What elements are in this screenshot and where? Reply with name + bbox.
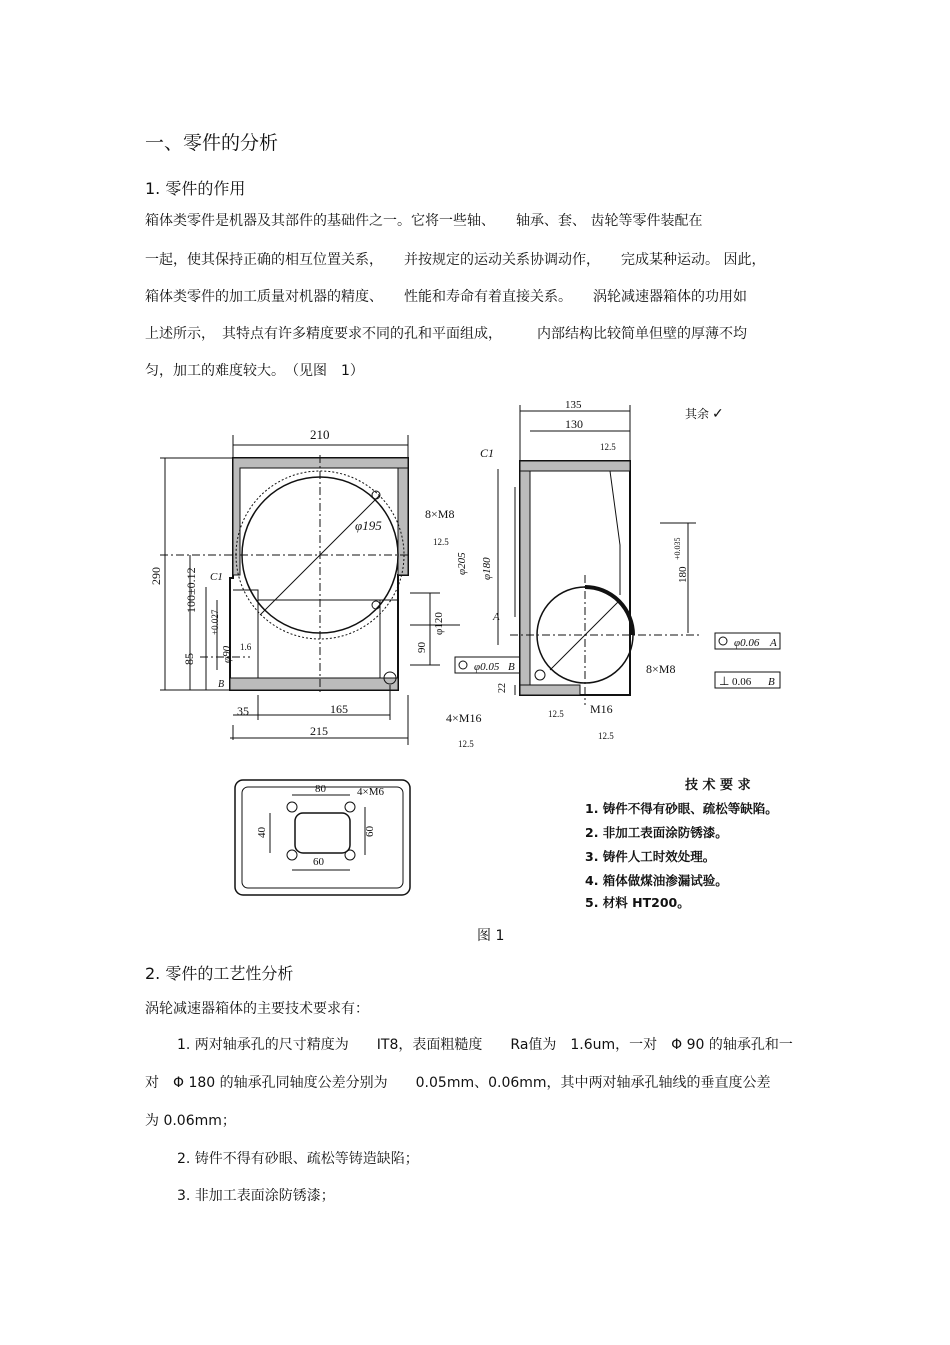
coaxiality-frame-a — [715, 633, 780, 649]
dim-180: 180 — [677, 566, 689, 583]
tech-req-item: 2. 非加工表面涂防锈漆。 — [585, 825, 728, 840]
thread-m16: M16 — [590, 702, 613, 716]
svg-text:B: B — [508, 661, 515, 673]
flange-dim-40: 40 — [256, 827, 268, 838]
paragraph-line: 箱体类零件的加工质量对机器的精度、 性能和寿命有着直接关系。 涡轮减速器箱体的功用如 — [145, 289, 747, 305]
paragraph-line: 上述所示， 其特点有许多精度要求不同的孔和平面组成， 内部结构比较简单但壁的厚薄不均 — [145, 326, 747, 342]
chamfer-c1-right: C1 — [480, 446, 495, 460]
dim-85: 85 — [182, 653, 196, 665]
dim-phi90: φ90 — [221, 645, 233, 663]
tech-req-title: 技 术 要 求 — [685, 778, 751, 793]
dim-165: 165 — [330, 702, 348, 716]
subsection-heading-process: 2. 零件的工艺性分析 — [145, 964, 294, 983]
tech-req-item: 1. 铸件不得有砂眼、疏松等缺陷。 — [585, 801, 778, 816]
engineering-drawing — [140, 395, 810, 910]
svg-text:B: B — [768, 676, 775, 688]
tech-req-item: 3. 铸件人工时效处理。 — [585, 849, 716, 864]
svg-text:⊥: ⊥ — [719, 674, 730, 688]
requirement-line: 1. 两对轴承孔的尺寸精度为 IT8，表面粗糙度 Ra值为 1.6um，一对 Φ 90 的轴承孔和一 — [177, 1037, 793, 1053]
tol-180: +0.035 — [673, 537, 682, 560]
chamfer-c1-left: C1 — [210, 571, 223, 583]
coaxiality-frame-b — [455, 657, 520, 673]
dim-35: 35 — [237, 704, 249, 718]
svg-text:A: A — [770, 637, 777, 649]
roughness-16: 1.6 — [240, 642, 252, 652]
figure-caption: 图 1 — [477, 928, 505, 944]
dim-phi205: φ205 — [456, 552, 468, 575]
tech-req-item: 4. 箱体做煤油渗漏试验。 — [585, 873, 728, 888]
tech-req-item: 5. 材料 HT200。 — [585, 895, 690, 910]
roughness: 12.5 — [600, 442, 616, 452]
thread-8xm8-left: 8×M8 — [425, 507, 455, 521]
roughness: 12.5 — [458, 739, 474, 749]
paragraph-line: 匀，加工的难度较大。 （见图 1） — [145, 363, 364, 379]
tol-90: +0.027 — [210, 609, 220, 635]
dim-100: 100±0.12 — [184, 567, 198, 613]
thread-8xm8-right: 8×M8 — [646, 662, 676, 676]
dim-135: 135 — [565, 399, 582, 411]
dim-215: 215 — [310, 724, 328, 738]
dim-90: 90 — [416, 642, 428, 653]
subsection-heading-function: 1. 零件的作用 — [145, 179, 246, 198]
thread-4xm16: 4×M16 — [446, 711, 482, 725]
paragraph-line: 一起，使其保持正确的相互位置关系， 并按规定的运动关系协调动作， 完成某种运动。 因此， — [145, 252, 766, 268]
svg-text:φ0.06: φ0.06 — [734, 637, 760, 649]
roughness: 12.5 — [598, 731, 614, 741]
paragraph-line: 箱体类零件是机器及其部件的基础件之一。它将一些轴、 轴承、套、 齿轮等零件装配在 — [145, 213, 703, 229]
svg-text:0.06: 0.06 — [732, 676, 752, 688]
dim-130: 130 — [565, 417, 583, 431]
perpendicularity-frame — [715, 672, 780, 688]
dim-phi195: φ195 — [355, 518, 382, 533]
flange-dim-60-vertical: 60 — [364, 826, 376, 837]
dim-phi120: φ120 — [433, 612, 445, 635]
requirement-line: 为 0.06mm； — [145, 1113, 236, 1129]
requirement-line: 对 Φ 180 的轴承孔同轴度公差分别为 0.05mm、0.06mm，其中两对轴承孔轴线的垂直度公差 — [145, 1075, 771, 1091]
dim-210: 210 — [310, 427, 330, 442]
dim-22: 22 — [497, 683, 508, 693]
flange-dim-80: 80 — [315, 783, 326, 795]
svg-text:φ0.05: φ0.05 — [474, 661, 500, 673]
surface-note: 其余 — [685, 407, 710, 421]
roughness: 12.5 — [548, 709, 564, 719]
requirement-line: 2. 铸件不得有砂眼、疏松等铸造缺陷； — [177, 1151, 419, 1167]
dim-phi180: φ180 — [481, 557, 493, 580]
requirement-line: 3. 非加工表面涂防锈漆； — [177, 1188, 335, 1204]
section-heading: 一、零件的分析 — [145, 132, 279, 154]
flange-thread-m6: 4×M6 — [357, 786, 384, 798]
roughness-symbol-icon: ✓ — [712, 407, 724, 422]
datum-b-left: B — [218, 679, 225, 690]
intro-line: 涡轮减速器箱体的主要技术要求有： — [145, 1001, 369, 1017]
datum-a: A — [493, 611, 500, 623]
dim-290: 290 — [149, 567, 163, 585]
flange-dim-60: 60 — [313, 856, 324, 868]
roughness: 12.5 — [433, 537, 449, 547]
